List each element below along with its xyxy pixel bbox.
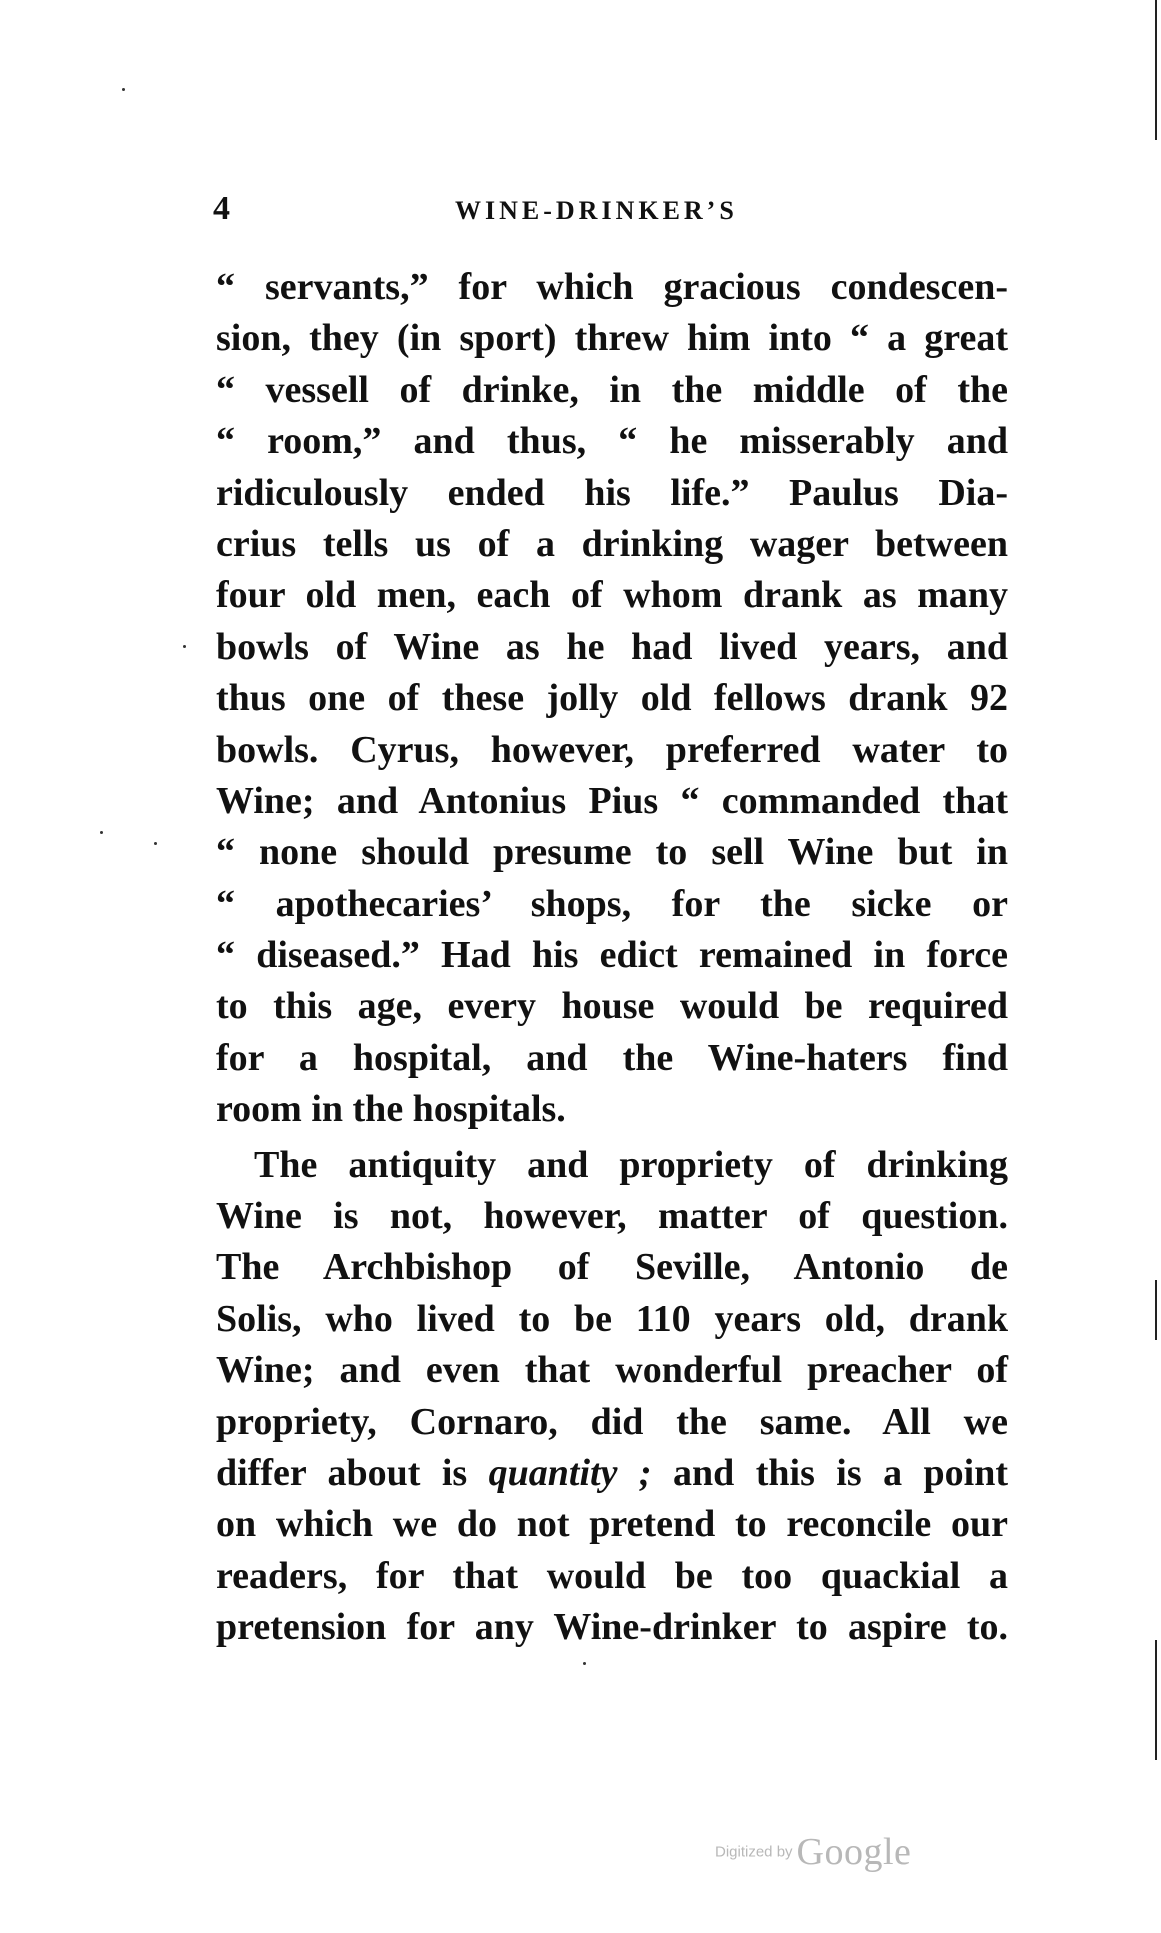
- text-line: “ none should presume to sell Wine but in: [216, 831, 1008, 874]
- text-line: The Archbishop of Seville, Antonio de: [216, 1246, 1008, 1289]
- text-line: to this age, every house would be required: [216, 985, 1008, 1028]
- body-text: [216, 262, 1008, 1654]
- page-header: [213, 190, 1013, 240]
- text-line: bowls of Wine as he had lived years, and: [216, 625, 1008, 668]
- text-line: thus one of these jolly old fellows drank 92: [216, 677, 1008, 720]
- italic-word: quantity ;: [488, 1451, 652, 1494]
- text-line: Wine; and Antonius Pius “ commanded that: [216, 779, 1008, 822]
- text-segment: differ about is: [216, 1451, 468, 1494]
- text-line: four old men, each of whom drank as many: [216, 574, 1008, 617]
- watermark-prefix: Digitized by: [715, 1843, 793, 1861]
- scan-speck: [154, 842, 157, 845]
- text-line: “ apothecaries’ shops, for the sicke or: [216, 882, 1008, 925]
- scan-edge-line: [1155, 1280, 1157, 1340]
- text-line: propriety, Cornaro, did the same. All we: [216, 1400, 1008, 1443]
- text-line: The antiquity and propriety of drinking: [254, 1143, 1008, 1186]
- text-line: Wine; and even that wonderful preacher of: [216, 1349, 1008, 1392]
- scan-speck: [100, 831, 103, 834]
- text-line: on which we do not pretend to reconcile our: [216, 1503, 1008, 1546]
- text-line: Wine is not, however, matter of question.: [216, 1195, 1008, 1238]
- text-line: ridiculously ended his life.” Paulus Dia-: [216, 471, 1008, 514]
- text-segment: and this is a point: [673, 1451, 1009, 1494]
- scan-speck: [583, 1662, 586, 1665]
- text-line: bowls. Cyrus, however, preferred water to: [216, 728, 1008, 771]
- text-line: “ servants,” for which gracious condescen-: [216, 266, 1008, 308]
- scan-speck: [122, 88, 125, 91]
- page-number: 4: [213, 190, 230, 227]
- digitized-watermark: [715, 1830, 975, 1880]
- text-line: “ room,” and thus, “ he misserably and: [216, 420, 1008, 463]
- text-line: sion, they (in sport) threw him into “ a great: [216, 317, 1008, 360]
- text-line: Solis, who lived to be 110 years old, drank: [216, 1297, 1008, 1340]
- scan-edge-line: [1155, 1640, 1157, 1760]
- text-line: room in the hospitals.: [216, 1088, 566, 1131]
- text-line: pretension for any Wine-drinker to aspire to.: [216, 1606, 1008, 1649]
- text-line-with-italic: [216, 1448, 1008, 1499]
- text-line: crius tells us of a drinking wager between: [216, 522, 1008, 565]
- scan-edge-line: [1155, 0, 1157, 140]
- scan-speck: [183, 645, 186, 648]
- text-line: “ vessell of drinke, in the middle of the: [216, 368, 1008, 411]
- text-line: “ diseased.” Had his edict remained in force: [216, 934, 1008, 977]
- running-title: WINE-DRINKER’S: [455, 196, 738, 225]
- text-line: for a hospital, and the Wine-haters find: [216, 1036, 1008, 1079]
- text-line: readers, for that would be too quackial a: [216, 1554, 1008, 1597]
- google-logo: Google: [796, 1831, 912, 1873]
